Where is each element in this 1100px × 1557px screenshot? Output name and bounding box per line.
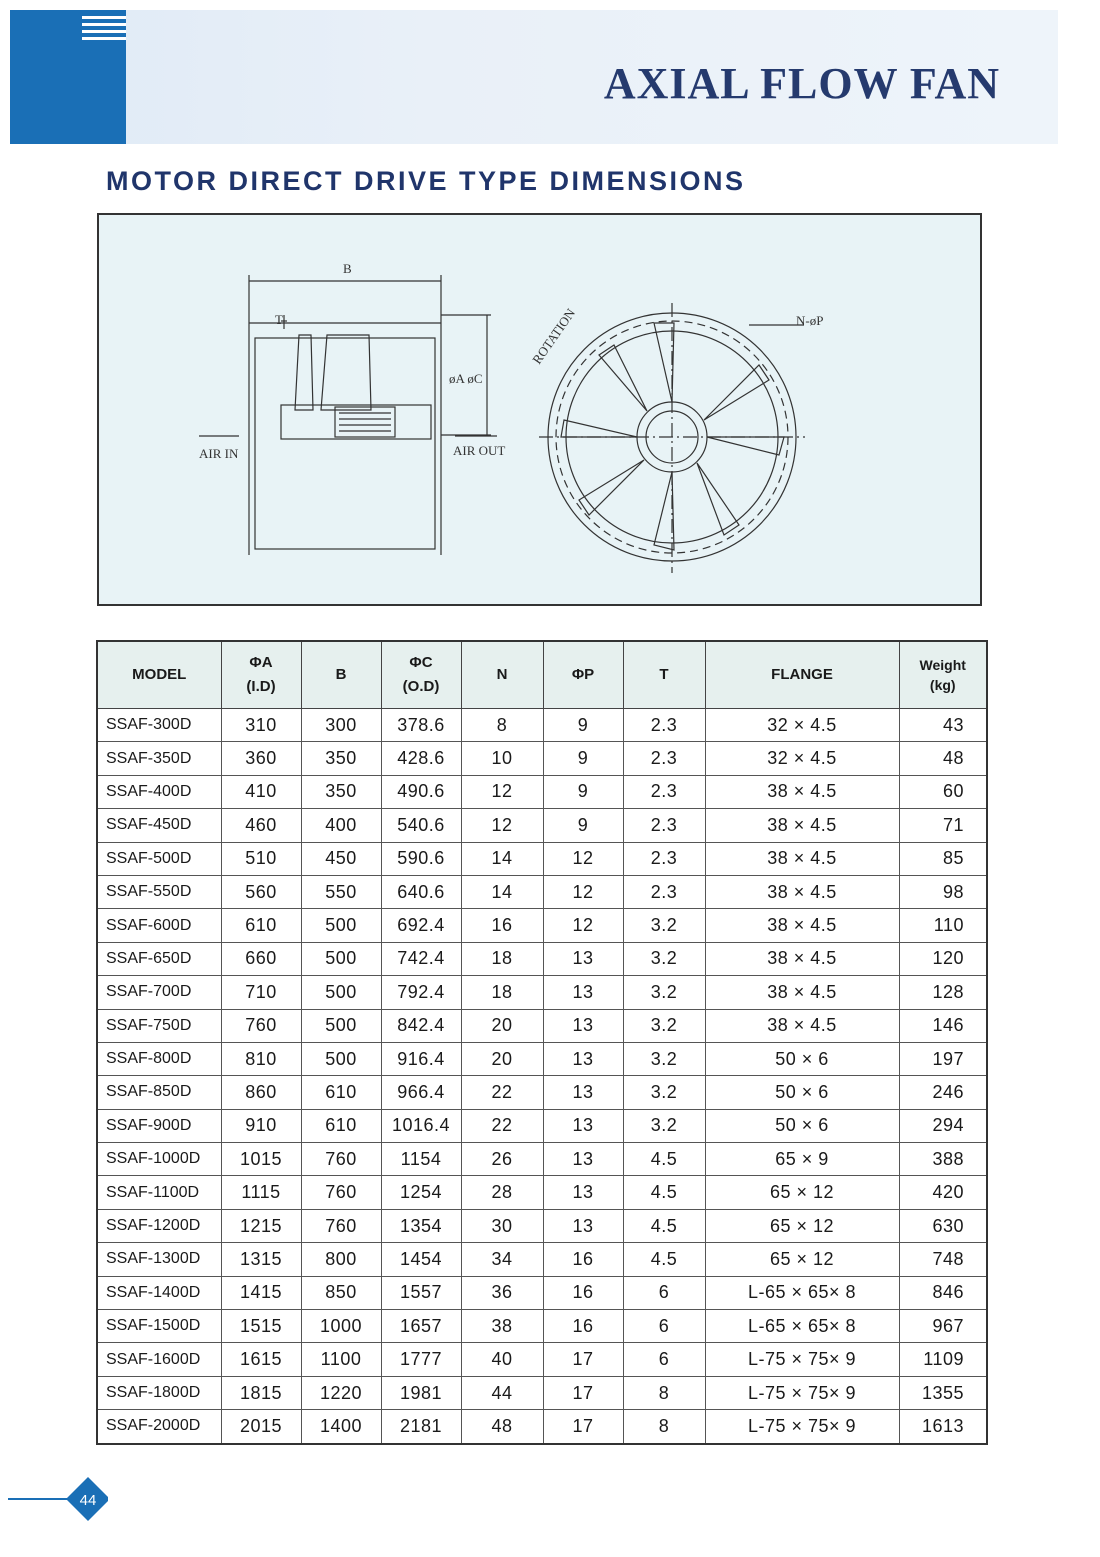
cell-flange: 50 × 6: [705, 1076, 899, 1109]
cell-model: SSAF-350D: [97, 742, 221, 775]
cell-a: 610: [221, 909, 301, 942]
cell-t: 4.5: [623, 1143, 705, 1176]
label-air-out: AIR OUT: [453, 443, 506, 458]
cell-p: 17: [543, 1343, 623, 1376]
cell-p: 12: [543, 909, 623, 942]
cell-p: 13: [543, 1176, 623, 1209]
cell-t: 3.2: [623, 1042, 705, 1075]
cell-model: SSAF-800D: [97, 1042, 221, 1075]
cell-a: 860: [221, 1076, 301, 1109]
cell-t: 6: [623, 1310, 705, 1343]
cell-b: 610: [301, 1076, 381, 1109]
cell-flange: 50 × 6: [705, 1042, 899, 1075]
cell-w: 294: [899, 1109, 987, 1142]
cell-b: 760: [301, 1143, 381, 1176]
cell-w: 748: [899, 1243, 987, 1276]
table-row: [97, 875, 987, 908]
cell-p: 9: [543, 775, 623, 808]
header-n: N: [461, 641, 543, 709]
cell-model: SSAF-1200D: [97, 1209, 221, 1242]
cell-w: 388: [899, 1143, 987, 1176]
cell-t: 2.3: [623, 875, 705, 908]
cell-c: 428.6: [381, 742, 461, 775]
cell-w: 85: [899, 842, 987, 875]
cell-t: 4.5: [623, 1209, 705, 1242]
header-model: MODEL: [97, 641, 221, 709]
table-row: [97, 709, 987, 742]
dimension-table: [96, 640, 988, 1445]
cell-t: 3.2: [623, 942, 705, 975]
cell-b: 1400: [301, 1410, 381, 1444]
cell-model: SSAF-1600D: [97, 1343, 221, 1376]
header-p: ΦP: [543, 641, 623, 709]
cell-a: 1315: [221, 1243, 301, 1276]
cell-n: 36: [461, 1276, 543, 1309]
cell-n: 40: [461, 1343, 543, 1376]
cell-t: 8: [623, 1410, 705, 1444]
cell-flange: L-75 × 75× 9: [705, 1343, 899, 1376]
cell-n: 18: [461, 942, 543, 975]
header-c: ΦC (O.D): [381, 641, 461, 709]
cell-a: 910: [221, 1109, 301, 1142]
fan-dimension-diagram: [97, 213, 982, 606]
cell-t: 3.2: [623, 976, 705, 1009]
table-row: [97, 1109, 987, 1142]
table-row: [97, 1310, 987, 1343]
cell-w: 197: [899, 1042, 987, 1075]
cell-p: 16: [543, 1243, 623, 1276]
cell-t: 6: [623, 1343, 705, 1376]
cell-b: 500: [301, 1042, 381, 1075]
cell-a: 560: [221, 875, 301, 908]
label-b: B: [343, 261, 352, 276]
cell-a: 2015: [221, 1410, 301, 1444]
cell-n: 8: [461, 709, 543, 742]
cell-b: 400: [301, 809, 381, 842]
table-row: [97, 1276, 987, 1309]
table-row: [97, 1143, 987, 1176]
cell-b: 350: [301, 742, 381, 775]
cell-c: 842.4: [381, 1009, 461, 1042]
cell-model: SSAF-400D: [97, 775, 221, 808]
cell-w: 1355: [899, 1376, 987, 1409]
cell-model: SSAF-1300D: [97, 1243, 221, 1276]
cell-c: 1354: [381, 1209, 461, 1242]
cell-w: 60: [899, 775, 987, 808]
cell-c: 378.6: [381, 709, 461, 742]
table-row: [97, 842, 987, 875]
table-row: [97, 809, 987, 842]
cell-c: 1454: [381, 1243, 461, 1276]
table-row: [97, 742, 987, 775]
cell-model: SSAF-650D: [97, 942, 221, 975]
table-row: [97, 1410, 987, 1444]
cell-c: 1254: [381, 1176, 461, 1209]
label-a-c: øA øC: [449, 371, 483, 386]
cell-b: 610: [301, 1109, 381, 1142]
cell-model: SSAF-1500D: [97, 1310, 221, 1343]
label-t: T: [275, 312, 283, 327]
cell-n: 22: [461, 1076, 543, 1109]
cell-w: 1613: [899, 1410, 987, 1444]
cell-t: 2.3: [623, 742, 705, 775]
cell-flange: 32 × 4.5: [705, 709, 899, 742]
cell-p: 9: [543, 742, 623, 775]
cell-n: 14: [461, 875, 543, 908]
cell-p: 9: [543, 709, 623, 742]
cell-b: 500: [301, 909, 381, 942]
table-row: [97, 976, 987, 1009]
cell-b: 850: [301, 1276, 381, 1309]
menu-lines-icon: [82, 16, 126, 44]
cell-c: 692.4: [381, 909, 461, 942]
cell-p: 13: [543, 942, 623, 975]
cell-p: 13: [543, 1109, 623, 1142]
label-air-in: AIR IN: [199, 446, 239, 461]
cell-t: 8: [623, 1376, 705, 1409]
cell-w: 246: [899, 1076, 987, 1109]
cell-n: 20: [461, 1042, 543, 1075]
table-row: [97, 1376, 987, 1409]
cell-model: SSAF-1800D: [97, 1376, 221, 1409]
cell-c: 1981: [381, 1376, 461, 1409]
label-np: N-øP: [796, 313, 824, 328]
cell-n: 16: [461, 909, 543, 942]
cell-a: 1615: [221, 1343, 301, 1376]
cell-t: 6: [623, 1276, 705, 1309]
cell-t: 2.3: [623, 775, 705, 808]
cell-model: SSAF-1100D: [97, 1176, 221, 1209]
page-title: AXIAL FLOW FAN: [603, 59, 1000, 108]
table-row: [97, 1209, 987, 1242]
cell-c: 1016.4: [381, 1109, 461, 1142]
header-b: B: [301, 641, 381, 709]
header-flange: FLANGE: [705, 641, 899, 709]
cell-b: 760: [301, 1209, 381, 1242]
cell-c: 742.4: [381, 942, 461, 975]
cell-p: 9: [543, 809, 623, 842]
cell-b: 550: [301, 875, 381, 908]
cell-c: 1777: [381, 1343, 461, 1376]
header-a: ΦA (I.D): [221, 641, 301, 709]
cell-p: 13: [543, 1209, 623, 1242]
cell-n: 28: [461, 1176, 543, 1209]
cell-a: 810: [221, 1042, 301, 1075]
cell-n: 22: [461, 1109, 543, 1142]
cell-n: 38: [461, 1310, 543, 1343]
cell-c: 540.6: [381, 809, 461, 842]
cell-w: 48: [899, 742, 987, 775]
cell-c: 916.4: [381, 1042, 461, 1075]
cell-w: 420: [899, 1176, 987, 1209]
cell-p: 16: [543, 1276, 623, 1309]
cell-t: 3.2: [623, 1076, 705, 1109]
cell-n: 48: [461, 1410, 543, 1444]
header-t: T: [623, 641, 705, 709]
table-row: [97, 775, 987, 808]
cell-w: 128: [899, 976, 987, 1009]
cell-c: 1154: [381, 1143, 461, 1176]
cell-n: 26: [461, 1143, 543, 1176]
label-rotation: ROTATION: [529, 305, 579, 367]
page-number: 44: [79, 1492, 97, 1509]
cell-w: 146: [899, 1009, 987, 1042]
cell-model: SSAF-2000D: [97, 1410, 221, 1444]
cell-flange: 65 × 12: [705, 1176, 899, 1209]
cell-a: 1515: [221, 1310, 301, 1343]
cell-b: 500: [301, 942, 381, 975]
cell-flange: 38 × 4.5: [705, 875, 899, 908]
cell-w: 110: [899, 909, 987, 942]
cell-flange: L-65 × 65× 8: [705, 1276, 899, 1309]
cell-n: 12: [461, 809, 543, 842]
cell-model: SSAF-300D: [97, 709, 221, 742]
cell-b: 760: [301, 1176, 381, 1209]
cell-c: 640.6: [381, 875, 461, 908]
cell-flange: 38 × 4.5: [705, 909, 899, 942]
cell-w: 967: [899, 1310, 987, 1343]
table-row: [97, 1243, 987, 1276]
cell-a: 510: [221, 842, 301, 875]
cell-a: 1115: [221, 1176, 301, 1209]
cell-a: 410: [221, 775, 301, 808]
cell-w: 98: [899, 875, 987, 908]
cell-n: 14: [461, 842, 543, 875]
cell-c: 2181: [381, 1410, 461, 1444]
cell-model: SSAF-700D: [97, 976, 221, 1009]
cell-a: 660: [221, 942, 301, 975]
cell-flange: 38 × 4.5: [705, 809, 899, 842]
cell-flange: 38 × 4.5: [705, 1009, 899, 1042]
cell-model: SSAF-750D: [97, 1009, 221, 1042]
cell-flange: 65 × 9: [705, 1143, 899, 1176]
cell-p: 17: [543, 1376, 623, 1409]
cell-t: 3.2: [623, 909, 705, 942]
cell-c: 1657: [381, 1310, 461, 1343]
cell-model: SSAF-1000D: [97, 1143, 221, 1176]
cell-a: 360: [221, 742, 301, 775]
cell-t: 4.5: [623, 1176, 705, 1209]
cell-a: 460: [221, 809, 301, 842]
cell-t: 3.2: [623, 1109, 705, 1142]
cell-t: 2.3: [623, 709, 705, 742]
cell-n: 44: [461, 1376, 543, 1409]
cell-flange: 32 × 4.5: [705, 742, 899, 775]
cell-p: 12: [543, 842, 623, 875]
cell-flange: 65 × 12: [705, 1209, 899, 1242]
cell-p: 13: [543, 976, 623, 1009]
cell-n: 10: [461, 742, 543, 775]
cell-t: 2.3: [623, 842, 705, 875]
cell-flange: 50 × 6: [705, 1109, 899, 1142]
cell-n: 12: [461, 775, 543, 808]
cell-p: 16: [543, 1310, 623, 1343]
cell-b: 1100: [301, 1343, 381, 1376]
table-row: [97, 1343, 987, 1376]
cell-w: 43: [899, 709, 987, 742]
cell-c: 1557: [381, 1276, 461, 1309]
cell-model: SSAF-500D: [97, 842, 221, 875]
cell-b: 300: [301, 709, 381, 742]
cell-a: 310: [221, 709, 301, 742]
fan-drawing: [99, 215, 984, 608]
cell-a: 1815: [221, 1376, 301, 1409]
cell-n: 18: [461, 976, 543, 1009]
cell-c: 792.4: [381, 976, 461, 1009]
cell-n: 20: [461, 1009, 543, 1042]
cell-b: 500: [301, 976, 381, 1009]
cell-p: 12: [543, 875, 623, 908]
cell-flange: L-75 × 75× 9: [705, 1410, 899, 1444]
cell-a: 1215: [221, 1209, 301, 1242]
table-row: [97, 1176, 987, 1209]
cell-b: 1220: [301, 1376, 381, 1409]
cell-a: 1415: [221, 1276, 301, 1309]
cell-model: SSAF-900D: [97, 1109, 221, 1142]
cell-b: 800: [301, 1243, 381, 1276]
cell-flange: 38 × 4.5: [705, 976, 899, 1009]
cell-flange: 38 × 4.5: [705, 842, 899, 875]
cell-flange: L-75 × 75× 9: [705, 1376, 899, 1409]
table-row: [97, 1042, 987, 1075]
cell-model: SSAF-850D: [97, 1076, 221, 1109]
cell-b: 500: [301, 1009, 381, 1042]
cell-model: SSAF-550D: [97, 875, 221, 908]
cell-w: 846: [899, 1276, 987, 1309]
header-weight: Weight (kg): [899, 641, 987, 709]
section-title: MOTOR DIRECT DRIVE TYPE DIMENSIONS: [106, 166, 746, 196]
cell-t: 3.2: [623, 1009, 705, 1042]
table-row: [97, 1009, 987, 1042]
cell-c: 590.6: [381, 842, 461, 875]
cell-w: 71: [899, 809, 987, 842]
cell-p: 13: [543, 1143, 623, 1176]
cell-a: 1015: [221, 1143, 301, 1176]
cell-model: SSAF-450D: [97, 809, 221, 842]
cell-a: 760: [221, 1009, 301, 1042]
page-marker: [8, 1470, 108, 1526]
cell-a: 710: [221, 976, 301, 1009]
cell-p: 13: [543, 1009, 623, 1042]
cell-c: 966.4: [381, 1076, 461, 1109]
table-header-row: [97, 641, 987, 709]
cell-model: SSAF-600D: [97, 909, 221, 942]
table-row: [97, 1076, 987, 1109]
cell-t: 4.5: [623, 1243, 705, 1276]
cell-b: 1000: [301, 1310, 381, 1343]
cell-model: SSAF-1400D: [97, 1276, 221, 1309]
cell-p: 17: [543, 1410, 623, 1444]
cell-flange: 38 × 4.5: [705, 942, 899, 975]
cell-flange: L-65 × 65× 8: [705, 1310, 899, 1343]
cell-b: 350: [301, 775, 381, 808]
cell-flange: 65 × 12: [705, 1243, 899, 1276]
cell-n: 30: [461, 1209, 543, 1242]
cell-w: 120: [899, 942, 987, 975]
table-row: [97, 942, 987, 975]
cell-flange: 38 × 4.5: [705, 775, 899, 808]
cell-p: 13: [543, 1042, 623, 1075]
cell-w: 1109: [899, 1343, 987, 1376]
table-row: [97, 909, 987, 942]
cell-t: 2.3: [623, 809, 705, 842]
cell-c: 490.6: [381, 775, 461, 808]
cell-n: 34: [461, 1243, 543, 1276]
cell-w: 630: [899, 1209, 987, 1242]
casing-outline: [255, 338, 435, 549]
cell-b: 450: [301, 842, 381, 875]
cell-p: 13: [543, 1076, 623, 1109]
